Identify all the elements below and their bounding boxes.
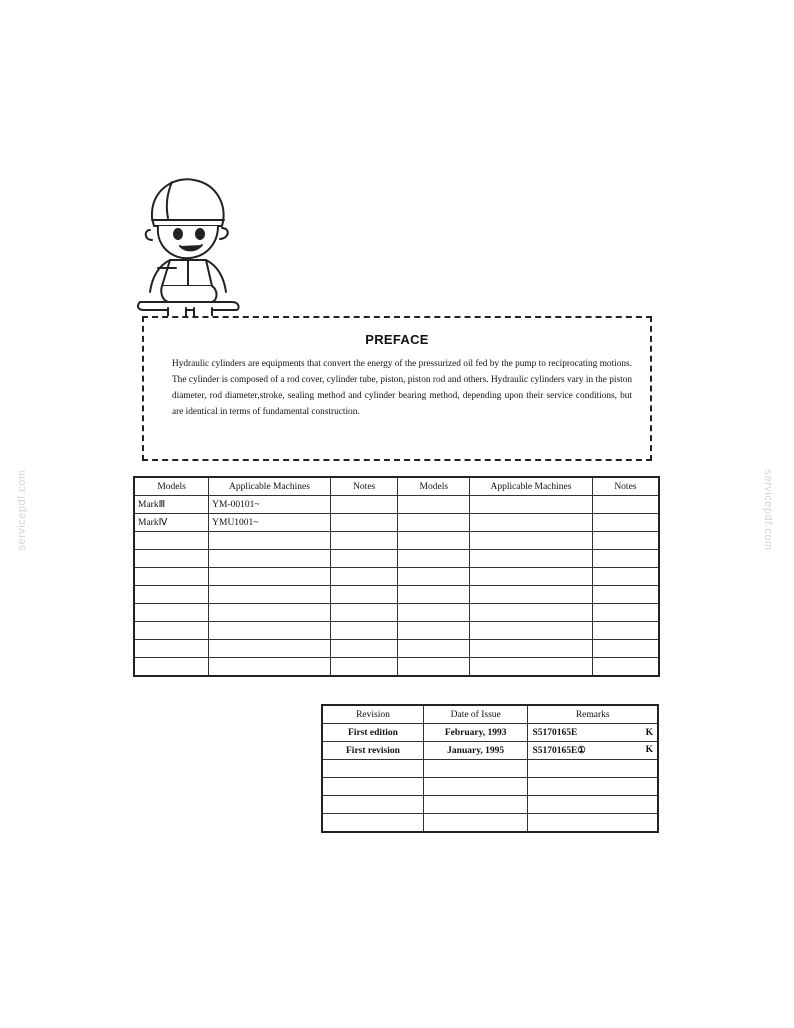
models-table-header [134,477,659,496]
table-cell [330,622,398,640]
remark-cell [528,814,658,833]
column-header: Remarks [528,705,658,724]
revision-table-header [322,705,658,724]
table-row [134,586,659,604]
table-cell [322,760,423,778]
column-header: Notes [592,477,659,496]
table-row [322,796,658,814]
table-cell [398,640,470,658]
table-cell [592,532,659,550]
table-cell [398,514,470,532]
table-cell [209,622,331,640]
table-cell [134,604,209,622]
table-cell [209,604,331,622]
table-cell [322,778,423,796]
table-cell: First edition [322,724,423,742]
table-cell [592,586,659,604]
table-cell [470,658,593,677]
table-cell: February, 1993 [423,724,528,742]
remark-cell [528,796,658,814]
table-row [322,742,658,760]
table-cell [134,640,209,658]
table-cell [592,640,659,658]
table-row [134,604,659,622]
table-cell [423,760,528,778]
remark-cell [528,724,658,742]
table-cell [134,586,209,604]
table-cell [209,658,331,677]
column-header: Applicable Machines [470,477,593,496]
table-cell [398,604,470,622]
table-cell [470,532,593,550]
column-header: Notes [330,477,398,496]
table-row [134,532,659,550]
table-cell [470,514,593,532]
remark-cell [528,742,658,760]
revision-table [321,704,659,833]
table-row [322,778,658,796]
table-cell [592,604,659,622]
table-cell [592,550,659,568]
preface-box [142,316,652,461]
table-cell: MarkⅣ [134,514,209,532]
table-cell [134,532,209,550]
column-header: Models [398,477,470,496]
remark-mark: K [645,727,653,738]
table-cell: YMU1001~ [209,514,331,532]
preface-title: PREFACE [365,332,429,347]
remark-cell [528,760,658,778]
table-cell [330,532,398,550]
table-cell [398,658,470,677]
table-cell [209,640,331,658]
models-table [133,476,660,677]
table-row [134,658,659,677]
table-cell [322,796,423,814]
table-cell [470,640,593,658]
table-cell: January, 1995 [423,742,528,760]
table-cell [423,814,528,833]
table-cell [209,568,331,586]
remark-mark: K [645,745,653,755]
table-cell [470,496,593,514]
table-cell [398,532,470,550]
table-cell [398,586,470,604]
table-cell: YM-00101~ [209,496,331,514]
table-cell [330,514,398,532]
table-cell [322,814,423,833]
table-cell [423,796,528,814]
remark-code: S5170165E① [532,746,586,756]
table-cell: First revision [322,742,423,760]
table-cell [330,550,398,568]
table-cell [330,604,398,622]
table-cell [330,496,398,514]
table-row [134,550,659,568]
table-row [322,724,658,742]
watermark-right: servicepdf.com [762,469,774,551]
table-row [322,814,658,833]
table-row [134,622,659,640]
table-cell [398,622,470,640]
remark-cell [528,778,658,796]
table-cell [592,496,659,514]
column-header: Models [134,477,209,496]
table-cell [209,550,331,568]
watermark-left: servicepdf.com [16,469,28,551]
preface-body: Hydraulic cylinders are equipments that convert the energy of the pressurized oil fed by the pump to reciprocating motions. The cylinder is composed of a rod cover, cylinder tube, piston, piston rod and others. Hydraulic cylinders vary in the piston diameter, rod diameter,stroke, sealing method and cylinder bearing method, depending upon their service conditions, but are identical in terms of fundamental construction. [172,359,632,417]
column-header: Date of Issue [423,705,528,724]
table-cell [330,640,398,658]
column-header: Applicable Machines [209,477,331,496]
table-cell [470,568,593,586]
table-cell [398,568,470,586]
table-cell [470,604,593,622]
table-cell [134,568,209,586]
table-cell [330,586,398,604]
table-cell [592,658,659,677]
table-cell [592,568,659,586]
table-cell [209,586,331,604]
table-row [322,760,658,778]
table-cell [209,532,331,550]
table-cell [398,550,470,568]
table-row [134,514,659,532]
table-cell [134,622,209,640]
table-cell [134,550,209,568]
column-header: Revision [322,705,423,724]
table-cell [398,496,470,514]
table-cell [470,550,593,568]
table-cell [134,658,209,677]
table-row [134,568,659,586]
table-cell [423,778,528,796]
table-cell: MarkⅢ [134,496,209,514]
table-cell [330,568,398,586]
table-row [134,496,659,514]
table-row [134,640,659,658]
table-cell [592,622,659,640]
table-cell [470,622,593,640]
table-cell [330,658,398,677]
remark-code: S5170165E [532,727,578,738]
table-cell [592,514,659,532]
table-cell [470,586,593,604]
